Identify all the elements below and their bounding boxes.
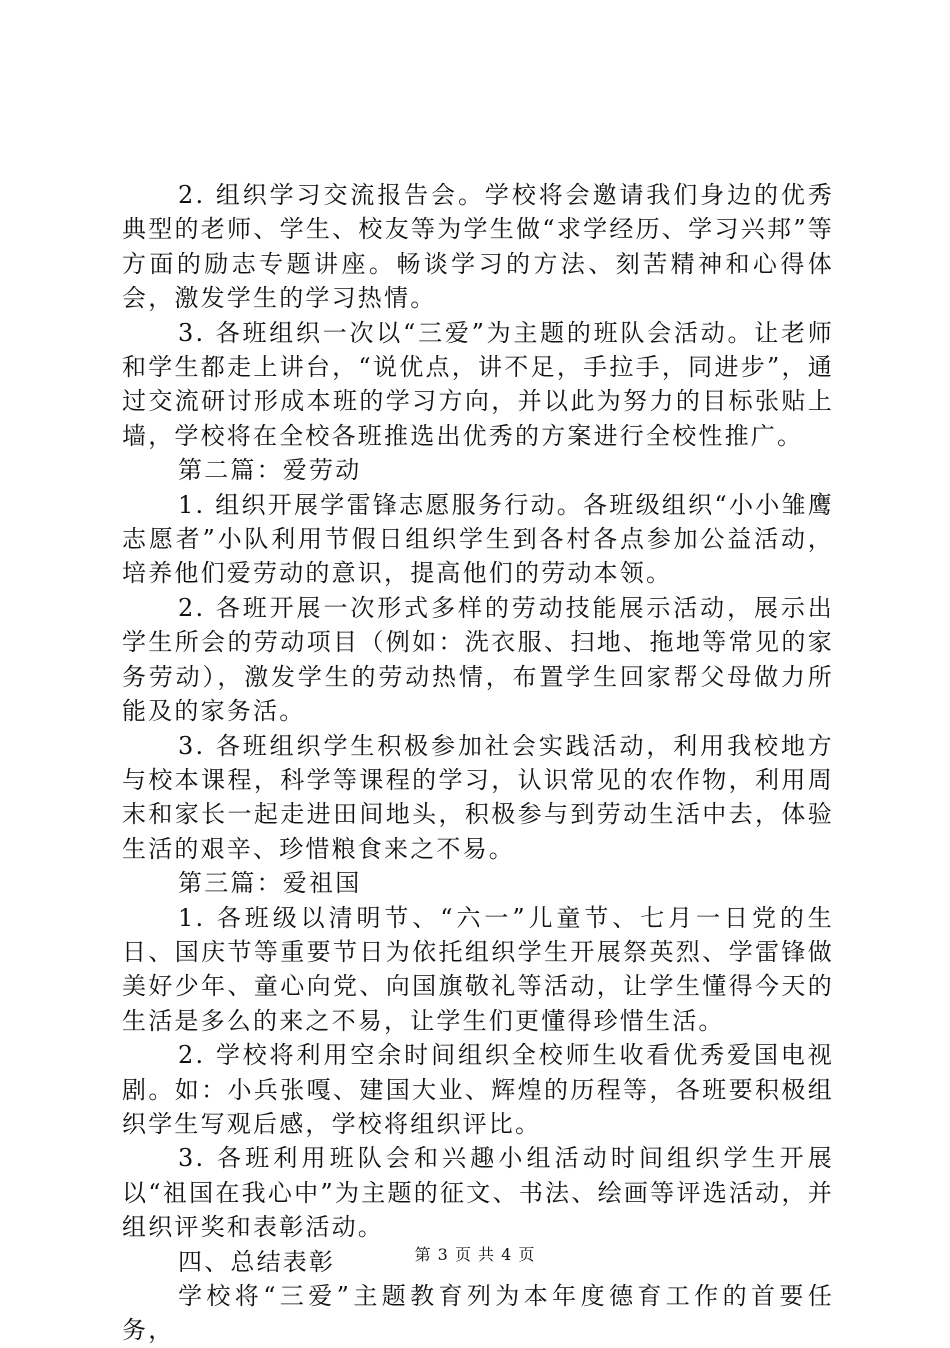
paragraph-study-report: 2. 组织学习交流报告会。学校将会邀请我们身边的优秀典型的老师、学生、校友等为学生做“求学经历、学习兴邦”等方面的励志专题讲座。畅谈学习的方法、刻苦精神和心得体会，激发学生的学习热情。 xyxy=(122,181,834,313)
paragraph-patriotic-tv: 2. 学校将利用空余时间组织全校师生收看优秀爱国电视剧。如：小兵张嘎、建国大业、辉煌的历程等，各班要积极组织学生写观后感，学校将组织评比。 xyxy=(122,1041,834,1138)
document-body xyxy=(122,178,834,1348)
paragraph-essay-contest: 3. 各班利用班队会和兴趣小组活动时间组织学生开展以“祖国在我心中”为主题的征文、书法、绘画等评选活动，并组织评奖和表彰活动。 xyxy=(122,1144,834,1242)
page-number-footer: 第 3 页 共 4 页 xyxy=(414,1245,536,1264)
paragraph-volunteer-service: 1. 组织开展学雷锋志愿服务行动。各班级组织“小小雏鹰志愿者”小队利用节假日组织学生到各村各点参加公益活动，培养他们爱劳动的意识，提高他们的劳动本领。 xyxy=(122,490,834,588)
paragraph-festival-activities: 1. 各班级以清明节、“六一”儿童节、七月一日党的生日、国庆节等重要节日为依托组织学生开展祭英烈、学雷锋做美好少年、童心向党、向国旗敬礼等活动，让学生懂得今天的生活是多么的来之不易，让学生们更懂得珍惜生活。 xyxy=(122,903,834,1035)
section-heading-love-labor: 第二篇：爱劳动 xyxy=(178,456,362,485)
paragraph-labor-skills: 2. 各班开展一次形式多样的劳动技能展示活动，展示出学生所会的劳动项目（例如：洗衣服、扫地、拖地等常见的家务劳动），激发学生的劳动热情，布置学生回家帮父母做力所能及的家务活。 xyxy=(122,593,834,726)
paragraph-class-meeting: 3. 各班组织一次以“三爱”为主题的班队会活动。让老师和学生都走上讲台，“说优点，讲不足，手拉手，同进步”，通过交流研讨形成本班的学习方向，并以此为努力的目标张贴上墙，学校将在全校各班推选出优秀的方案进行全校性推广。 xyxy=(122,318,834,450)
paragraph-summary: 学校将“三爱”主题教育列为本年度德育工作的首要任务， xyxy=(122,1282,834,1345)
section-heading-love-country: 第三篇：爱祖国 xyxy=(178,869,362,898)
paragraph-social-practice: 3. 各班组织学生积极参加社会实践活动，利用我校地方与校本课程，科学等课程的学习，认识常见的农作物，利用周末和家长一起走进田间地头，积极参与到劳动生活中去，体验生活的艰辛、珍惜粮食来之不易。 xyxy=(122,731,834,863)
section-heading-summary: 四、总结表彰 xyxy=(178,1247,336,1276)
